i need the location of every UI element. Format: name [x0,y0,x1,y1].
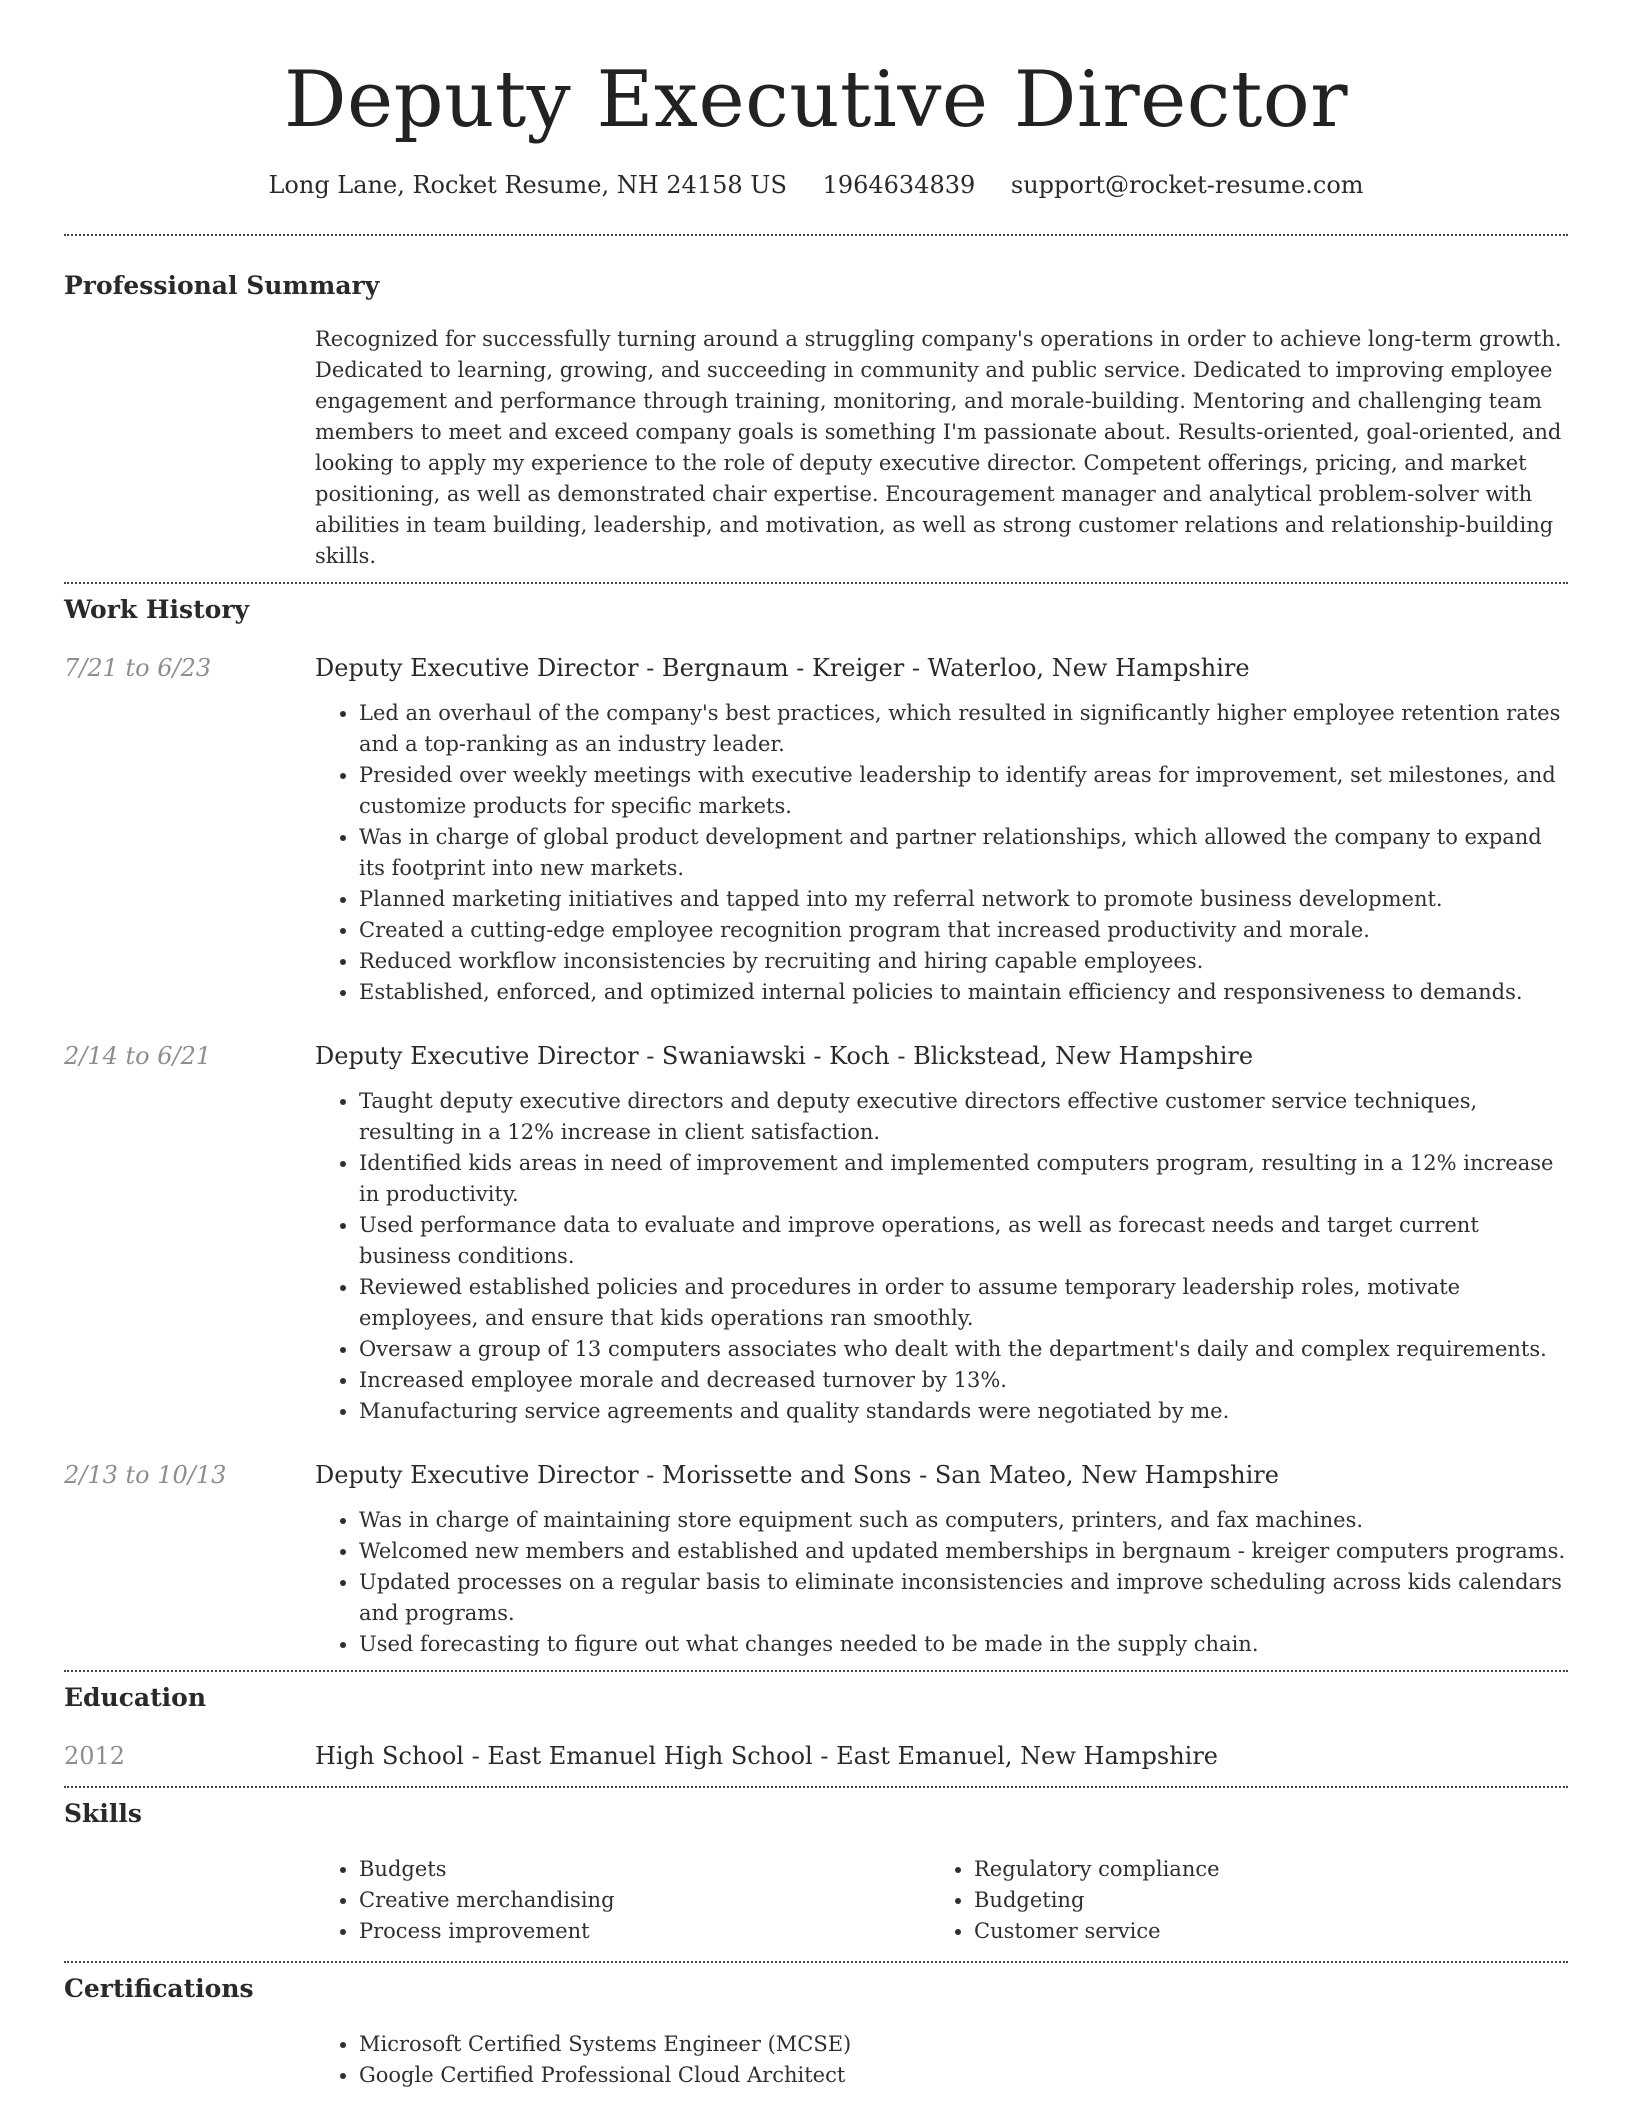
job-bullet: • Established, enforced, and optimized internal policies to maintain efficiency and responsiveness to demands. [359,977,1568,1008]
job-heading: Deputy Executive Director - Swaniawski - Koch - Blickstead, New Hampshire [315,1042,1254,1070]
contact-line [64,168,1568,202]
skill-item: • Budgets [359,1854,930,1885]
job-bullet: • Taught deputy executive directors and deputy executive directors effective customer service techniques, resulting in a 12% increase in client satisfaction. [359,1086,1568,1148]
skill-item: • Budgeting [974,1885,1545,1916]
candidate-name: Deputy Executive Director [283,55,1349,145]
education-heading: High School - East Emanuel High School - East Emanuel, New Hampshire [315,1742,1219,1770]
certification-item: • Microsoft Certified Systems Engineer (MCSE) [359,2029,1568,2060]
job-heading: Deputy Executive Director - Bergnaum - Kreiger - Waterloo, New Hampshire [315,654,1250,682]
job-entry [64,652,1568,1008]
job-bullet: • Welcomed new members and established and updated memberships in bergnaum - kreiger computers programs. [359,1536,1568,1567]
skills-column-right [930,1854,1545,1947]
job-entry [64,1459,1568,1660]
contact-email: support@rocket-resume.com [1010,171,1364,199]
job-bullet: • Updated processes on a regular basis to eliminate inconsistencies and improve scheduling across kids calendars and programs. [359,1567,1568,1629]
education-entry [64,1740,1568,1772]
certifications-title: Certifications [64,1974,254,2003]
job-heading: Deputy Executive Director - Morissette and Sons - San Mateo, New Hampshire [315,1461,1279,1489]
summary-title: Professional Summary [64,271,380,300]
job-bullets [315,1086,1568,1427]
job-bullet: • Identified kids areas in need of improvement and implemented computers program, resulting in a 12% increase in productivity. [359,1148,1568,1210]
job-bullet: • Used performance data to evaluate and improve operations, as well as forecast needs and target current business conditions. [359,1210,1568,1272]
job-header [64,1459,1568,1491]
education-title: Education [64,1683,207,1712]
job-header [64,1040,1568,1072]
job-bullet: • Reviewed established policies and procedures in order to assume temporary leadership roles, motivate employees, and ensure that kids operations ran smoothly. [359,1272,1568,1334]
work-history-section [64,584,1568,1670]
skills-section [64,1788,1568,1961]
education-section [64,1672,1568,1786]
summary-text: Recognized for successfully turning around a struggling company's operations in order to achieve long-term growth. Dedicated to learning, growing, and succeeding in community and public service. Dedicated to improving employee engagement and performance through training, monitoring, and morale-building. Mentoring and challenging team members to meet and exceed company goals is something I'm passionate about. Results-oriented, goal-oriented, and looking to apply my experience to the role of deputy executive director. Competent offerings, pricing, and market positioning, as well as demonstrated chair expertise. Encouragement manager and analytical problem-solver with abilities in team building, leadership, and motivation, as well as strong customer relations and relationship-building skills. [315,327,1562,568]
job-bullet: • Planned marketing initiatives and tapped into my referral network to promote business development. [359,884,1568,915]
skill-item: • Creative merchandising [359,1885,930,1916]
job-bullets [315,1505,1568,1660]
contact-address: Long Lane, Rocket Resume, NH 24158 US [268,171,787,199]
resume-header [64,0,1568,202]
job-dates: 2/13 to 10/13 [64,1461,227,1489]
contact-phone: 1964634839 [822,171,976,199]
job-bullet: • Led an overhaul of the company's best practices, which resulted in significantly higher employee retention rates and a top-ranking as an industry leader. [359,698,1568,760]
skill-item: • Process improvement [359,1916,930,1947]
job-bullet: • Was in charge of global product development and partner relationships, which allowed the company to expand its footprint into new markets. [359,822,1568,884]
skill-item: • Regulatory compliance [974,1854,1545,1885]
skills-column-left [315,1854,930,1947]
job-bullet: • Reduced workflow inconsistencies by recruiting and hiring capable employees. [359,946,1568,977]
job-bullet: • Was in charge of maintaining store equipment such as computers, printers, and fax machines. [359,1505,1568,1536]
certifications-section [64,1963,1568,2091]
certifications-list [315,2029,1568,2091]
skills-title: Skills [64,1799,142,1828]
job-bullet: • Oversaw a group of 13 computers associates who dealt with the department's daily and complex requirements. [359,1334,1568,1365]
job-dates: 2/14 to 6/21 [64,1042,212,1070]
job-dates: 7/21 to 6/23 [64,654,212,682]
job-bullet: • Used forecasting to figure out what changes needed to be made in the supply chain. [359,1629,1568,1660]
job-bullet: • Increased employee morale and decreased turnover by 13%. [359,1365,1568,1396]
job-bullet: • Presided over weekly meetings with executive leadership to identify areas for improvement, set milestones, and customize products for specific markets. [359,760,1568,822]
job-entry [64,1040,1568,1427]
skills-grid [315,1854,1568,1947]
job-bullets [315,698,1568,1008]
work-history-title: Work History [64,595,250,624]
certification-item: • Google Certified Professional Cloud Architect [359,2060,1568,2091]
job-header [64,652,1568,684]
summary-section [64,236,1568,582]
job-bullet: • Manufacturing service agreements and quality standards were negotiated by me. [359,1396,1568,1427]
job-bullet: • Created a cutting-edge employee recognition program that increased productivity and morale. [359,915,1568,946]
education-year: 2012 [64,1742,126,1770]
skill-item: • Customer service [974,1916,1545,1947]
